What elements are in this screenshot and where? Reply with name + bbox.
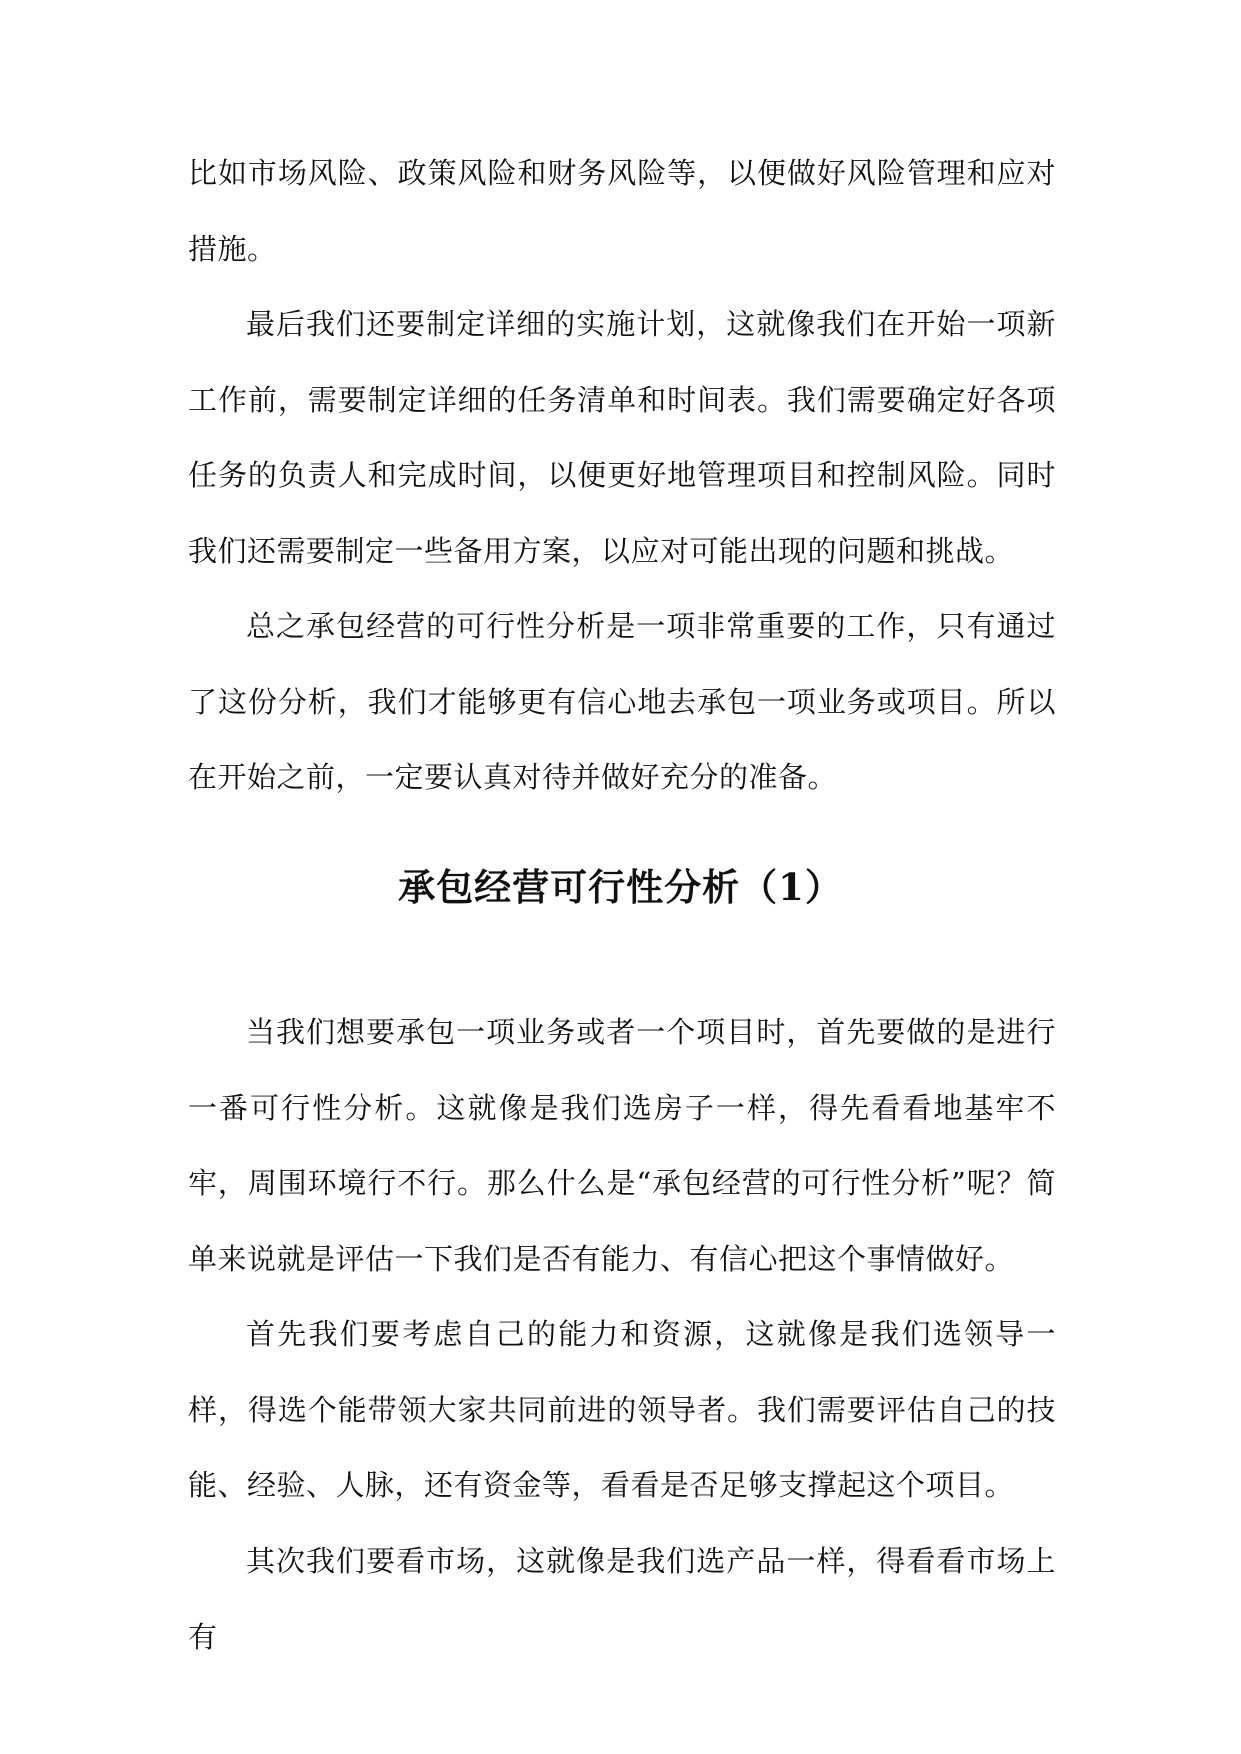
paragraph-continuation: 比如市场风险、政策风险和财务风险等，以便做好风险管理和应对措施。 xyxy=(188,156,1056,266)
paragraph-market: 其次我们要看市场，这就像是我们选产品一样，得看看市场上有 xyxy=(188,1544,1056,1654)
paragraph-conclusion: 总之承包经营的可行性分析是一项非常重要的工作，只有通过了这份分析，我们才能够更有信心地去承包一项业务或项目。所以在开始之前，一定要认真对待并做好充分的准备。 xyxy=(188,609,1056,794)
paragraph-introduction: 当我们想要承包一项业务或者一个项目时，首先要做的是进行一番可行性分析。这就像是我们选房子一样，得先看看地基牢不牢，周围环境行不行。那么什么是“承包经营的可行性分析”呢？简单来说就是评估一下我们是否有能力、有信心把这个事情做好。 xyxy=(188,1015,1056,1276)
paragraph-implementation-plan: 最后我们还要制定详细的实施计划，这就像我们在开始一项新工作前，需要制定详细的任务清单和时间表。我们需要确定好各项任务的负责人和完成时间，以便更好地管理项目和控制风险。同时我们还需要制定一些备用方案，以应对可能出现的问题和挑战。 xyxy=(188,307,1056,568)
paragraph-ability-resources: 首先我们要考虑自己的能力和资源，这就像是我们选领导一样，得选个能带领大家共同前进的领导者。我们需要评估自己的技能、经验、人脉，还有资金等，看看是否足够支撑起这个项目。 xyxy=(188,1317,1056,1502)
section-title: 承包经营可行性分析（1） xyxy=(398,865,843,909)
